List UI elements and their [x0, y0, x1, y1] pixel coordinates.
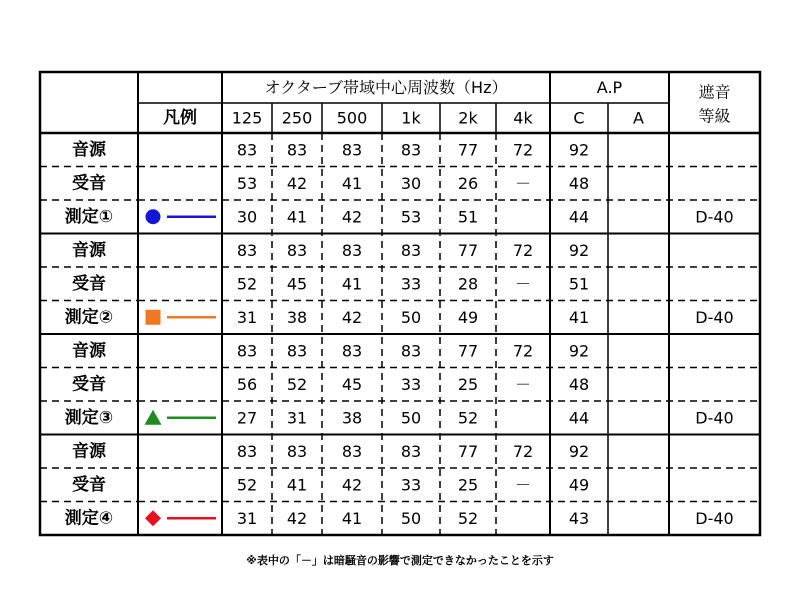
- row-label: 測定④: [64, 508, 114, 529]
- cell-value: 83: [400, 240, 422, 260]
- cell-ap-c: 51: [568, 274, 590, 294]
- row-label: 音源: [72, 240, 106, 261]
- legend-marker-diamond-icon: [145, 510, 216, 526]
- cell-value: 41: [286, 475, 308, 495]
- cell-value: 83: [341, 341, 363, 361]
- cell-ap-c: 92: [568, 441, 590, 461]
- cell-value: 31: [286, 408, 308, 428]
- cell-value: 42: [286, 173, 308, 193]
- cell-value: 42: [341, 475, 363, 495]
- cell-value: 83: [400, 441, 422, 461]
- cell-value: 33: [400, 374, 422, 394]
- row-label: 受音: [72, 474, 106, 495]
- cell-value: －: [514, 374, 532, 394]
- cell-value: 41: [341, 508, 363, 528]
- row-label: 測定①: [64, 206, 114, 227]
- cell-value: 45: [286, 274, 308, 294]
- cell-value: 30: [400, 173, 422, 193]
- cell-grade: D-40: [695, 207, 734, 227]
- cell-value: 77: [457, 341, 479, 361]
- cell-value: 52: [286, 374, 308, 394]
- cell-value: 42: [286, 508, 308, 528]
- row-label: 音源: [72, 441, 106, 462]
- row-label: 音源: [72, 340, 106, 361]
- cell-value: 38: [286, 307, 308, 327]
- cell-ap-c: 43: [568, 508, 590, 528]
- header-ap-a: A: [633, 108, 644, 128]
- header-shaon-2: 等級: [698, 106, 731, 126]
- cell-value: 77: [457, 240, 479, 260]
- cell-value: 45: [341, 374, 363, 394]
- cell-ap-c: 92: [568, 341, 590, 361]
- cell-value: 83: [341, 441, 363, 461]
- cell-ap-c: 44: [568, 408, 590, 428]
- cell-value: 52: [457, 508, 479, 528]
- cell-value: 53: [236, 173, 258, 193]
- cell-ap-c: 48: [568, 173, 590, 193]
- table-cells: [65, 78, 734, 528]
- header-freq-group: オクターブ帯域中心周波数（Hz）: [264, 78, 508, 97]
- cell-value: 28: [457, 274, 479, 294]
- cell-value: 52: [457, 408, 479, 428]
- cell-value: 49: [457, 307, 479, 327]
- legend-marker-triangle-icon: [145, 410, 217, 425]
- cell-ap-c: 92: [568, 240, 590, 260]
- cell-value: 83: [236, 341, 258, 361]
- cell-value: 83: [341, 240, 363, 260]
- cell-value: 53: [400, 207, 422, 227]
- cell-value: 41: [286, 207, 308, 227]
- cell-value: 72: [512, 341, 534, 361]
- cell-value: 83: [400, 341, 422, 361]
- cell-value: 31: [236, 307, 258, 327]
- header-shaon-1: 遮音: [698, 82, 731, 102]
- cell-value: 52: [236, 475, 258, 495]
- cell-value: 50: [400, 408, 422, 428]
- row-label: 受音: [72, 173, 106, 194]
- cell-ap-c: 92: [568, 140, 590, 160]
- cell-value: 31: [236, 508, 258, 528]
- legend-marker-circle-icon: [146, 209, 217, 224]
- cell-value: 52: [236, 274, 258, 294]
- cell-grade: D-40: [695, 408, 734, 428]
- cell-value: 38: [341, 408, 363, 428]
- header-ap: A.P: [596, 78, 623, 97]
- cell-value: 83: [236, 140, 258, 160]
- row-label: 受音: [72, 374, 106, 395]
- cell-value: 83: [400, 140, 422, 160]
- cell-value: 30: [236, 207, 258, 227]
- header-legend: 凡例: [163, 108, 197, 128]
- cell-value: 51: [457, 207, 479, 227]
- legend-marker-square-icon: [146, 310, 217, 325]
- cell-value: －: [514, 475, 532, 495]
- cell-value: 83: [236, 240, 258, 260]
- cell-value: 77: [457, 441, 479, 461]
- cell-ap-c: 41: [568, 307, 590, 327]
- cell-grade: D-40: [695, 508, 734, 528]
- cell-value: 33: [400, 274, 422, 294]
- cell-ap-c: 48: [568, 374, 590, 394]
- header-freq-4k: 4k: [513, 108, 533, 128]
- cell-value: －: [514, 173, 532, 193]
- cell-value: 72: [512, 240, 534, 260]
- cell-value: 83: [236, 441, 258, 461]
- cell-value: 50: [400, 307, 422, 327]
- cell-value: 83: [286, 441, 308, 461]
- cell-ap-c: 49: [568, 475, 590, 495]
- cell-value: －: [514, 274, 532, 294]
- cell-value: 83: [286, 341, 308, 361]
- cell-value: 42: [341, 307, 363, 327]
- header-freq-250: 250: [281, 108, 313, 128]
- row-label: 測定③: [64, 407, 114, 428]
- header-freq-2k: 2k: [458, 108, 478, 128]
- cell-value: 72: [512, 140, 534, 160]
- cell-value: 25: [457, 374, 479, 394]
- cell-value: 26: [457, 173, 479, 193]
- cell-value: 42: [341, 207, 363, 227]
- row-label: 受音: [72, 273, 106, 294]
- header-freq-125: 125: [231, 108, 263, 128]
- row-label: 音源: [72, 139, 106, 160]
- header-ap-c: C: [573, 108, 585, 128]
- row-label: 測定②: [64, 307, 114, 328]
- header-freq-500: 500: [336, 108, 368, 128]
- cell-grade: D-40: [695, 307, 734, 327]
- cell-value: 41: [341, 274, 363, 294]
- header-freq-1k: 1k: [401, 108, 421, 128]
- cell-value: 72: [512, 441, 534, 461]
- cell-value: 50: [400, 508, 422, 528]
- cell-ap-c: 44: [568, 207, 590, 227]
- cell-value: 83: [341, 140, 363, 160]
- cell-value: 33: [400, 475, 422, 495]
- cell-value: 56: [236, 374, 258, 394]
- cell-value: 83: [286, 140, 308, 160]
- cell-value: 83: [286, 240, 308, 260]
- cell-value: 25: [457, 475, 479, 495]
- cell-value: 41: [341, 173, 363, 193]
- cell-value: 27: [236, 408, 258, 428]
- footnote: ※表中の「－」は暗騒音の影響で測定できなかったことを示す: [246, 554, 554, 567]
- cell-value: 77: [457, 140, 479, 160]
